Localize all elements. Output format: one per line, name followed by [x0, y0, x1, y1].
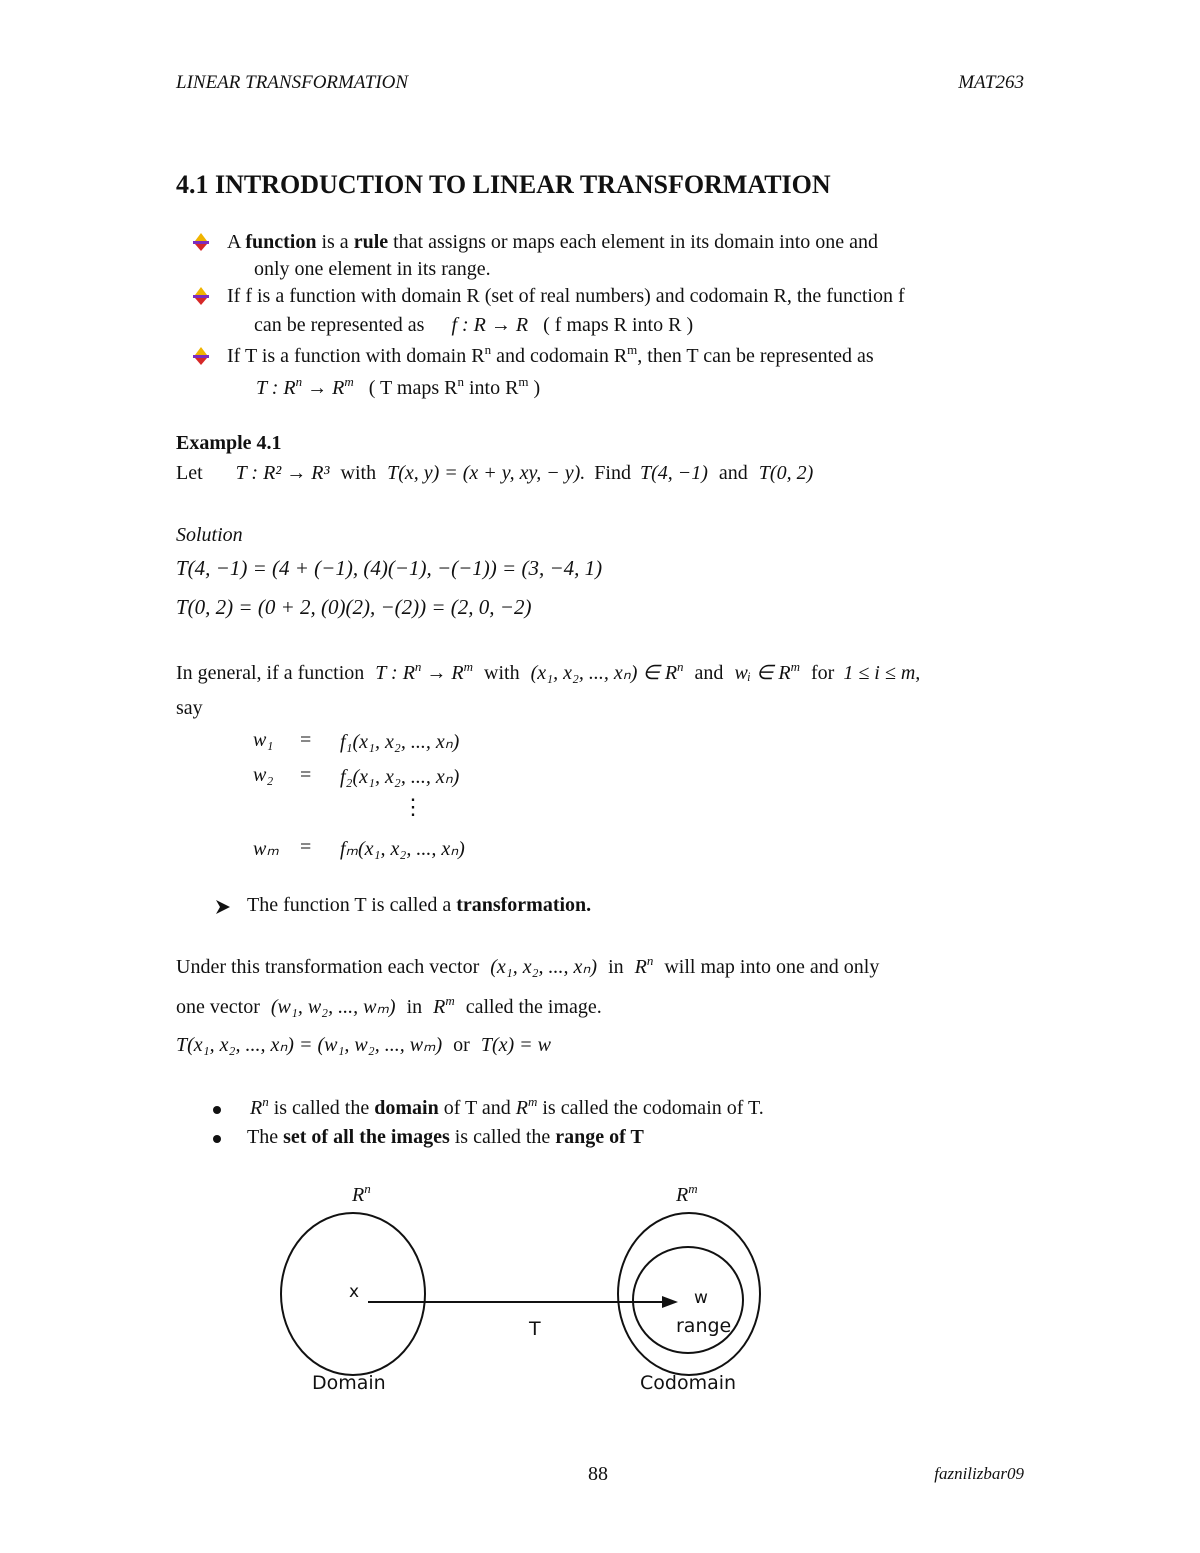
bullet-real-function-line2: can be represented as f : R → R ( f maps R into R ) — [254, 314, 694, 336]
eq-sign-m: = — [300, 836, 312, 858]
running-header-left: LINEAR TRANSFORMATION — [176, 72, 409, 93]
diagram-label-range: range — [676, 1315, 732, 1337]
diagram-label-domain: Domain — [312, 1372, 386, 1394]
page-number: 88 — [588, 1463, 608, 1485]
bullet-function-def: A function is a rule that assigns or maps each element in its domain into one and — [227, 231, 879, 253]
image-explanation-line-3: T(x₁, x₂, ..., xₙ) = (w₁, w₂, ..., wₘ) or T(x) = w — [176, 1034, 551, 1056]
eq-lhs-2: w₂ — [253, 764, 274, 786]
bullet-dot — [213, 1135, 221, 1143]
bullet-dot — [213, 1106, 221, 1114]
solution-line-2: T(0, 2) = (0 + 2, (0)(2), −(2)) = (2, 0, −2) — [176, 595, 532, 619]
arrow-bullet-icon — [190, 286, 212, 306]
domain-codomain-note: $R^n$ is called the domain of T and $R^m$ is called the codomain of T. — [250, 1094, 764, 1119]
eq-rhs-m: fₘ(x₁, x₂, ..., xₙ) — [340, 838, 465, 860]
diagram-label-codomain: Codomain — [640, 1372, 737, 1394]
diagram-label-x: x — [349, 1282, 360, 1302]
image-explanation-line-1: Under this transformation each vector (x₁, x₂, ..., xₙ) in $R^n$ will map into one and only — [176, 953, 880, 978]
diagram-label-w: w — [694, 1288, 708, 1308]
bullet-function-def-line2: only one element in its range. — [254, 258, 491, 280]
example-heading: Example 4.1 — [176, 432, 282, 454]
example-statement: Let T : R² → R³ with T(x, y) = (x + y, xy, − y). Find T(4, −1) and T(0, 2) — [176, 462, 814, 484]
mapping-arrowhead — [662, 1296, 678, 1308]
arrow-bullet-icon — [190, 232, 212, 252]
diagram-label-rm: $R^m$ — [676, 1181, 698, 1206]
solution-line-1: T(4, −1) = (4 + (−1), (4)(−1), −(−1)) = (3, −4, 1) — [176, 556, 603, 580]
bullet-rn-function-line2: T : $R^n \to R^m$ ( T maps $R^n$ into $R^m$ ) — [256, 374, 541, 399]
range-note: The set of all the images is called the range of T — [247, 1126, 644, 1148]
diagram-label-t: T — [529, 1318, 541, 1340]
bullet-real-function: If f is a function with domain R (set of real numbers) and codomain R, the function f — [227, 285, 905, 307]
section-title: 4.1 INTRODUCTION TO LINEAR TRANSFORMATION — [176, 170, 831, 199]
general-statement: In general, if a function T : $R^n \to R^m$ with (x₁, x₂, ..., xₙ) ∈ $R^n$ and wᵢ ∈ $R^m$ for 1 ≤ i ≤ m, — [176, 659, 921, 684]
solution-label: Solution — [176, 524, 243, 546]
running-header-right: MAT263 — [958, 72, 1024, 93]
codomain-circle — [618, 1213, 760, 1375]
diagram-label-rn: $R^n$ — [352, 1181, 371, 1206]
arrowhead-bullet-icon — [214, 898, 232, 916]
general-say: say — [176, 697, 203, 719]
eq-lhs-m: wₘ — [253, 838, 279, 860]
eq-sign-1: = — [300, 729, 312, 751]
footer-author: faznilizbar09 — [934, 1464, 1024, 1483]
arrow-bullet-icon — [190, 346, 212, 366]
eq-rhs-1: f₁(x₁, x₂, ..., xₙ) — [340, 731, 460, 753]
transformation-definition: The function T is called a transformation. — [247, 894, 592, 916]
bullet-rn-function: If T is a function with domain $R^n$ and codomain $R^m$, then T can be represented as — [227, 342, 874, 367]
vertical-ellipsis: ⋮ — [402, 794, 424, 819]
image-explanation-line-2: one vector (w₁, w₂, ..., wₘ) in $R^m$ called the image. — [176, 993, 602, 1018]
eq-rhs-2: f₂(x₁, x₂, ..., xₙ) — [340, 766, 460, 788]
eq-lhs-1: w₁ — [253, 729, 274, 751]
range-circle — [633, 1247, 743, 1353]
eq-sign-2: = — [300, 764, 312, 786]
